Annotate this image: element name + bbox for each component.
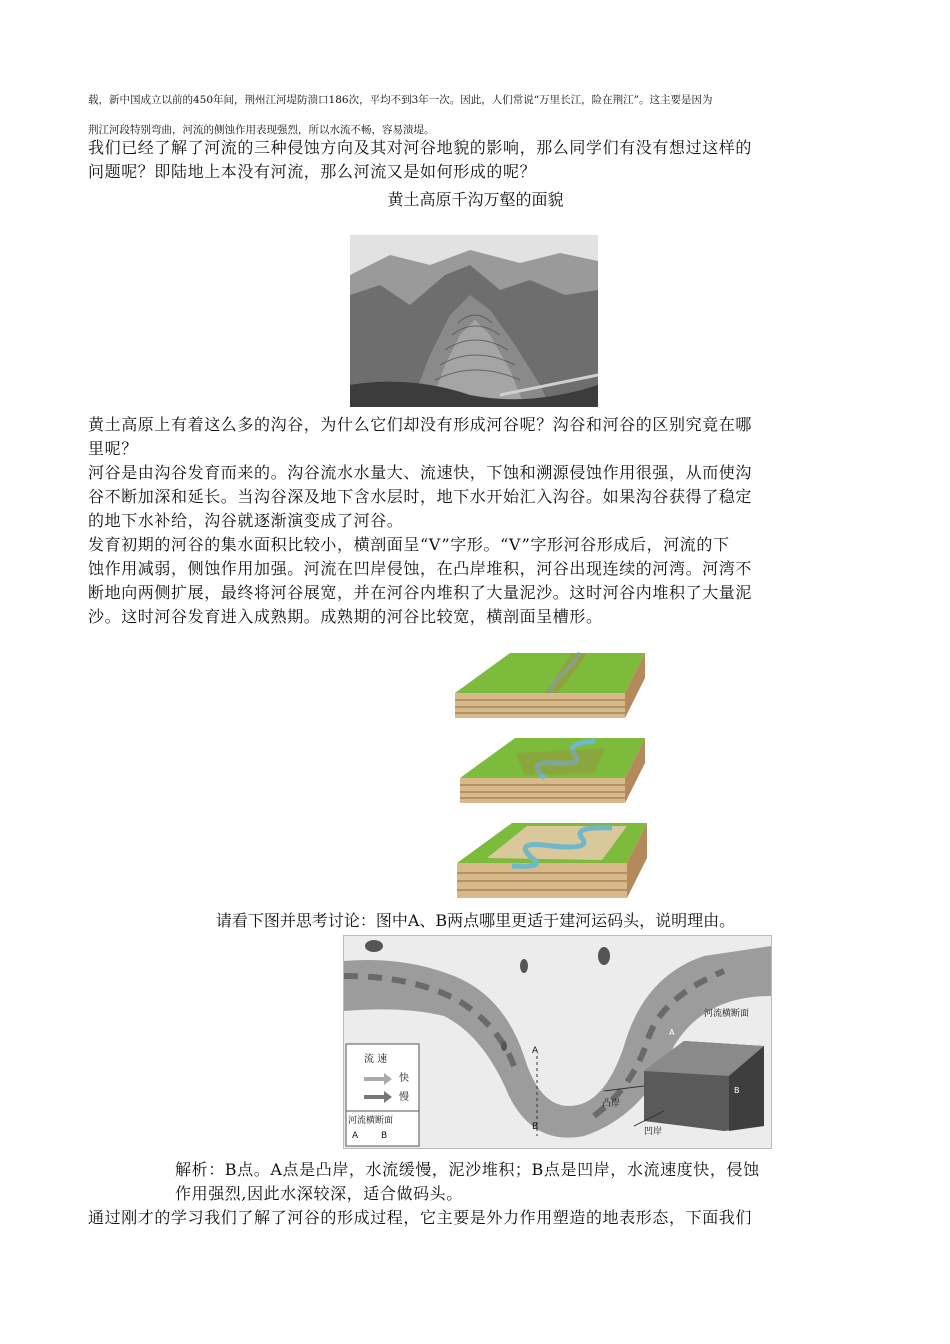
point-a-label: A	[532, 1046, 539, 1056]
concave-bank-label: 凹岸	[644, 1127, 663, 1137]
para3-line-3: 的地下水补给，沟谷就逐渐演变成了河谷。	[88, 511, 404, 530]
legend-ab-label: A B	[352, 1131, 388, 1141]
answer-line-2: 作用强烈,因此水深较深，适合做码头。	[175, 1184, 463, 1203]
paragraph-valley-development	[88, 533, 863, 629]
para2-line-2: 里呢？	[88, 439, 138, 458]
legend-slow-label: 慢	[399, 1092, 409, 1103]
valley-development-block-diagrams	[450, 648, 650, 906]
para4-line-4: 沙。这时河谷发育进入成熟期。成熟期的河谷比较宽，横剖面呈槽形。	[88, 607, 603, 626]
discussion-question: 请看下图并思考讨论：图中A、B两点哪里更适于建河运码头，说明理由。	[215, 911, 736, 930]
point-b-label: B	[532, 1122, 539, 1132]
para4-line-1: 发育初期的河谷的集水面积比较小，横剖面呈“V”字形。“V”字形河谷形成后，河流的下	[88, 535, 730, 554]
paragraph-valley-origin	[88, 461, 863, 533]
para4-line-2: 蚀作用减弱，侧蚀作用加强。河流在凹岸侵蚀，在凸岸堆积，河谷出现连续的河湾。河湾不	[88, 559, 753, 578]
legend-section-label: 河流横断面	[348, 1116, 394, 1126]
para4-line-3: 断地向两侧扩展，最终将河谷展宽，并在河谷内堆积了大量泥沙。这时河谷内堆积了大量泥	[88, 583, 753, 602]
section-point-a-label: A	[669, 1028, 675, 1037]
para1-line-2: 问题呢？即陆地上本没有河流，那么河流又是如何形成的呢？	[88, 162, 537, 181]
para3-line-1: 河谷是由沟谷发育而来的。沟谷流水水量大、流速快，下蚀和溯源侵蚀作用很强，从而使沟	[88, 463, 753, 482]
intro-line-2: 荆江河段特别弯曲，河流的侧蚀作用表现强烈，所以水流不畅，容易溃堤。	[88, 124, 435, 136]
para1-line-1: 我们已经了解了河流的三种侵蚀方向及其对河谷地貌的影响，那么同学们有没有想过这样的	[88, 138, 753, 157]
section-point-b-label: B	[734, 1086, 740, 1095]
para2-line-1: 黄土高原上有着这么多的沟谷，为什么它们却没有形成河谷呢？沟谷和河谷的区别究竟在哪	[88, 415, 753, 434]
closing-paragraph: 通过刚才的学习我们了解了河谷的形成过程，它主要是外力作用塑造的地表形态，下面我们	[88, 1208, 753, 1227]
block-stage-early	[455, 653, 645, 718]
photo-caption: 黄土高原千沟万壑的面貌	[387, 190, 564, 209]
river-meander-figure	[343, 935, 772, 1149]
legend-fast-label: 快	[399, 1073, 409, 1084]
paragraph-river-formation-question	[88, 136, 863, 184]
para3-line-2: 谷不断加深和延长。当沟谷深及地下含水层时，地下水开始汇入沟谷。如果沟谷获得了稳定	[88, 487, 753, 506]
convex-bank-label: 凸岸	[602, 1099, 621, 1109]
answer-line-1: 解析：B点。A点是凸岸，水流缓慢，泥沙堆积；B点是凹岸，水流速度快，侵蚀	[175, 1160, 760, 1179]
paragraph-gully-question	[88, 413, 863, 461]
intro-line-1: 载，新中国成立以前的450年间，荆州江河堤防溃口186次，平均不到3年一次。因此，人们常说“万里长江，险在荆江”。这主要是因为	[88, 94, 713, 106]
block-stage-middle	[460, 738, 645, 803]
section-title-label: 河流横断面	[704, 1009, 750, 1019]
legend-title: 流 速	[364, 1054, 388, 1065]
loess-plateau-photo	[350, 235, 598, 407]
answer-explanation	[175, 1158, 865, 1206]
block-stage-mature	[457, 823, 647, 898]
